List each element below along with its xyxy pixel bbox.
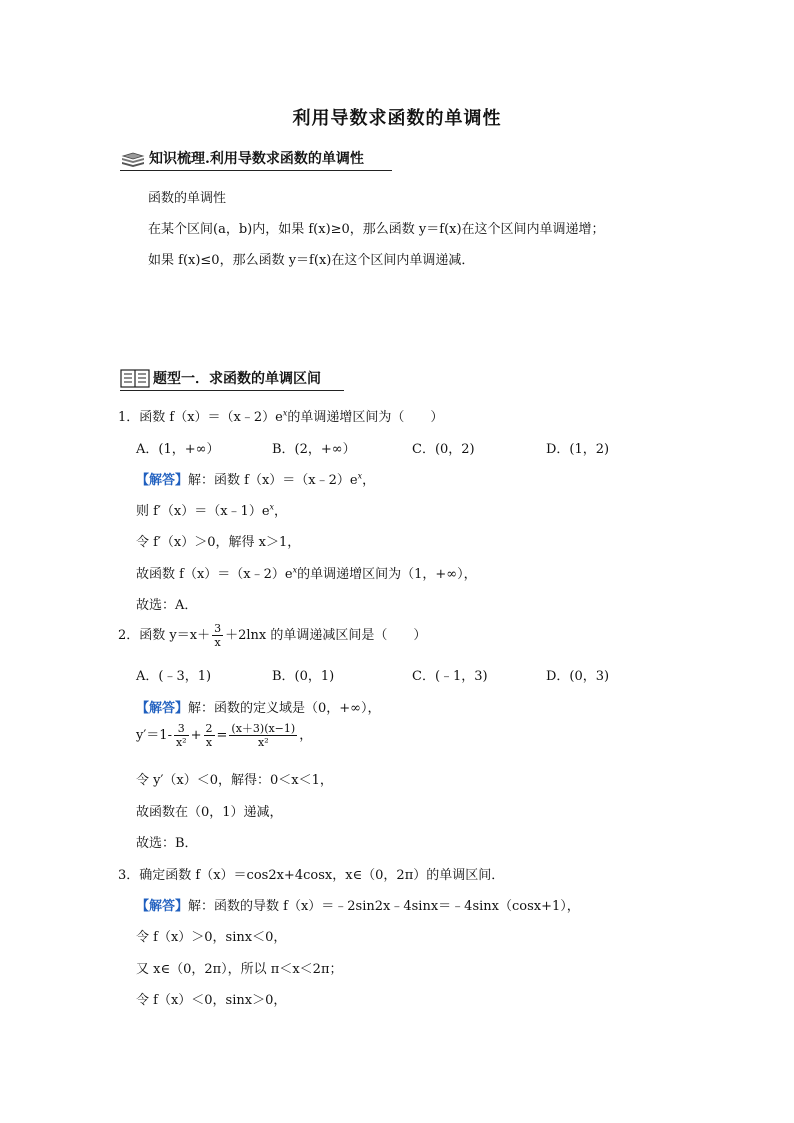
q3-answer-line-2: 令 f（x）＞0，sinx＜0， (136, 930, 287, 945)
option-b: B．(2，+∞） (272, 442, 356, 457)
knowledge-subtitle: 函数的单调性 (148, 191, 227, 206)
fraction: $\frac{3}{x}$ (214, 622, 222, 649)
fraction: $\frac{3}{\text{x²}}$ (175, 722, 187, 749)
q3-answer-line-3: 又 x∈（0，2π），所以 π＜x＜2π； (136, 962, 343, 977)
option-a: A．(﹣3，1) (136, 669, 212, 684)
q1-answer-line-4: 故函数 $f(x)=(x﹣2)e^x$的单调递增区间为（1，+∞）， (136, 565, 477, 582)
books-icon (120, 150, 146, 168)
q2-answer-line-3: 令 y′（x）＜0，解得：0＜x＜1， (136, 773, 333, 788)
q1-answer-line-2: 则 $f'(x)=(x﹣1)e^x$， (136, 502, 288, 519)
fraction: $\frac{(x+3)(x-1)}{\text{x²}}$ (231, 722, 296, 749)
section-header-type1 (120, 366, 344, 388)
knowledge-line-1: 在某个区间(a，b)内，如果 f(x)≥0，那么函数 y＝f(x)在这个区间内单调递增； (148, 222, 605, 237)
question-1-options (136, 438, 656, 457)
option-b: B．(0，1) (272, 669, 335, 684)
knowledge-line-2: 如果 f(x)≤0，那么函数 y＝f(x)在这个区间内单调递减． (148, 253, 475, 268)
question-3-stem: 3．确定函数 f（x）＝cos2x+4cosx，x∈（0，2π）的单调区间． (118, 868, 505, 883)
option-d: D．(1，2) (546, 442, 610, 457)
q3-answer-line-1: 【解答】解：函数的导数 f（x）＝﹣2sin2x﹣4sinx＝﹣4sinx（cosx+1）， (136, 899, 580, 914)
q3-answer-line-4: 令 f（x）＜0，sinx＞0， (136, 993, 287, 1008)
q1-answer-line-3: 令 f′（x）＞0，解得 x＞1， (136, 535, 301, 550)
section-title: 题型一．求函数的单调区间 (153, 371, 321, 387)
question-2-options (136, 665, 656, 684)
question-2-stem: 2．函数 y＝x＋ $\frac{3}{x}$ ＋2lnx 的单调递减区间是（ ） (118, 622, 427, 649)
q2-answer-line-5: 故选：B． (136, 836, 198, 851)
q2-answer-line-2: y′＝1- $\frac{3}{\text{x²}}$ + $\frac{2}{x}$ = $\frac{(x+3)(x-1)}{\text{x²}}$ ， (136, 722, 313, 749)
fraction: $\frac{2}{x}$ (205, 722, 213, 749)
option-a: A．(1，+∞） (136, 442, 220, 457)
question-1-stem: 1．函数 $f(x)=(x﹣2)e^x$的单调递增区间为（ ） (118, 408, 444, 425)
option-d: D．(0，3) (546, 669, 610, 684)
q1-answer-line-5: 故选：A． (136, 598, 198, 613)
q1-answer-line-1: 【解答】解：函数 $f(x)=(x﹣2)e^x$， (136, 471, 376, 488)
page-title: 利用导数求函数的单调性 (292, 108, 502, 129)
q2-answer-line-4: 故函数在（0，1）递减， (136, 805, 283, 820)
option-c: C．(0，2) (412, 442, 475, 457)
section-title: 知识梳理.利用导数求函数的单调性 (149, 151, 364, 167)
section-header-knowledge (120, 148, 392, 168)
open-book-icon (120, 368, 150, 388)
option-c: C．(﹣1，3) (412, 669, 488, 684)
q2-answer-line-1: 【解答】解：函数的定义域是（0，+∞）， (136, 701, 381, 716)
